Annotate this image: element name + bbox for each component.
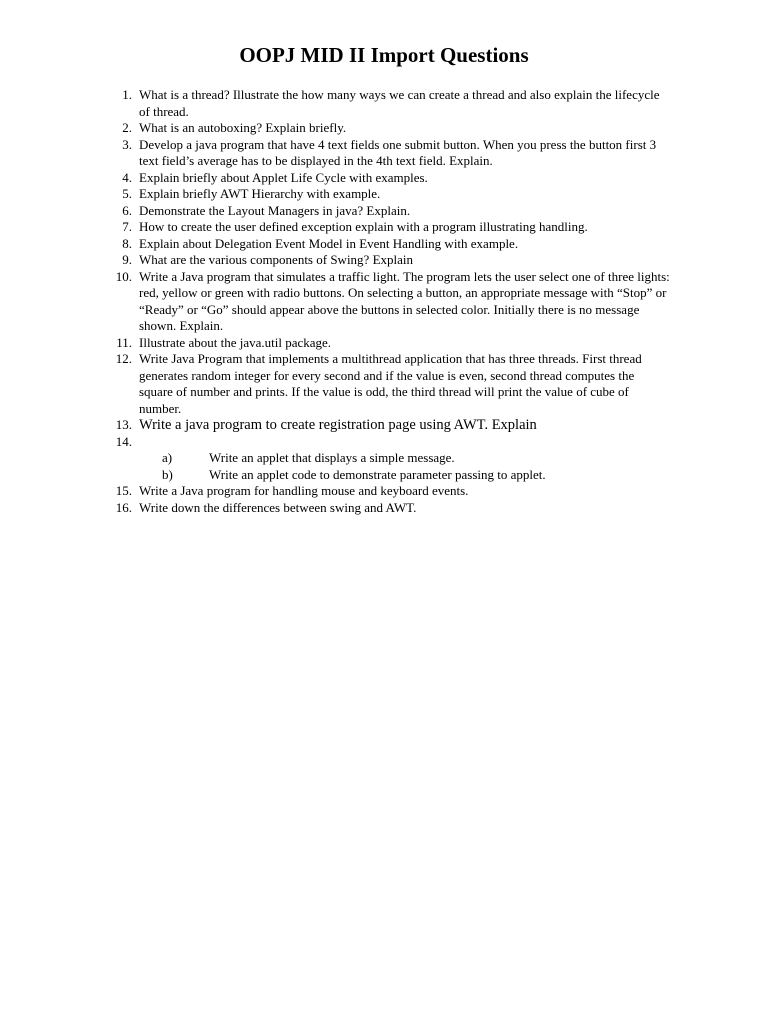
- question-text: What is a thread? Illustrate the how many ways we can create a thread and also explain the lifecycle of thread.: [139, 87, 660, 119]
- question-number: 5.: [122, 186, 132, 201]
- question-number: 8.: [122, 235, 132, 251]
- sub-question-item: [139, 467, 670, 484]
- question-number: 15.: [115, 483, 132, 498]
- question-text: Write Java Program that implements a multithread application that has three threads. First thread generates random integer for every second and if the value is even, second thread computes the square of number and prints. If the value is odd, the third thread will print the value of cube of number.: [139, 351, 642, 416]
- sub-question-text: Write an applet that displays a simple message.: [209, 450, 455, 465]
- question-number: 12.: [115, 351, 132, 366]
- sub-question-item: [139, 450, 670, 467]
- sub-question-list: [139, 450, 670, 483]
- question-item: [110, 417, 670, 434]
- question-item: [110, 252, 670, 269]
- question-number: 10.: [115, 268, 132, 284]
- document-title: OOPJ MID II Import Questions: [239, 43, 529, 67]
- question-item: [110, 500, 670, 517]
- question-item: [110, 351, 670, 417]
- sub-question-letter: a): [162, 450, 173, 465]
- question-text: What is an autoboxing? Explain briefly.: [139, 120, 347, 135]
- question-text: Write a java program to create registration page using AWT. Explain: [139, 417, 537, 433]
- question-item: [110, 170, 670, 187]
- question-number: 14.: [115, 433, 132, 449]
- question-item: [110, 87, 670, 120]
- question-item: [110, 137, 670, 170]
- question-text: How to create the user defined exception explain with a program illustrating handling.: [139, 219, 588, 234]
- question-text: Explain about Delegation Event Model in Event Handling with example.: [139, 235, 519, 251]
- question-item: [110, 219, 670, 236]
- question-text: Demonstrate the Layout Managers in java? Explain.: [139, 202, 411, 218]
- question-number: 16.: [115, 499, 132, 515]
- question-text: Write a Java program that simulates a traffic light. The program lets the user select one of three lights: red, yellow or green with radio buttons. On selecting a button, an appropriate message with “Stop” or “Ready” or “Go” should appear above the buttons in selected color. Initially there is no message shown. Explain.: [139, 268, 670, 333]
- question-item: [110, 236, 670, 253]
- question-item: [110, 120, 670, 137]
- question-item: [110, 186, 670, 203]
- question-number: 9.: [122, 252, 132, 267]
- question-text: Develop a java program that have 4 text fields one submit button. When you press the button first 3 text field’s average has to be displayed in the 4th text field. Explain.: [139, 136, 657, 168]
- question-text: What are the various components of Swing? Explain: [139, 252, 414, 267]
- question-number: 13.: [115, 417, 132, 432]
- question-number: 1.: [122, 87, 132, 102]
- question-item: [110, 434, 670, 484]
- question-text: [139, 434, 670, 451]
- sub-question-letter: b): [162, 466, 173, 482]
- question-item: [110, 483, 670, 500]
- question-number: 11.: [116, 334, 132, 350]
- question-item: [110, 269, 670, 335]
- question-text: Explain briefly about Applet Life Cycle with examples.: [139, 169, 428, 185]
- question-text: Explain briefly AWT Hierarchy with example.: [139, 186, 381, 201]
- question-number: 6.: [122, 202, 132, 218]
- question-item: [110, 203, 670, 220]
- question-text: Write a Java program for handling mouse and keyboard events.: [139, 483, 469, 498]
- question-text: Illustrate about the java.util package.: [139, 334, 332, 350]
- question-number: 3.: [122, 136, 132, 152]
- question-list: [110, 87, 670, 516]
- question-number: 7.: [122, 219, 132, 234]
- question-number: 2.: [122, 120, 132, 135]
- question-text: Write down the differences between swing and AWT.: [139, 499, 417, 515]
- question-number: 4.: [122, 169, 132, 185]
- question-item: [110, 335, 670, 352]
- sub-question-text: Write an applet code to demonstrate parameter passing to applet.: [209, 466, 546, 482]
